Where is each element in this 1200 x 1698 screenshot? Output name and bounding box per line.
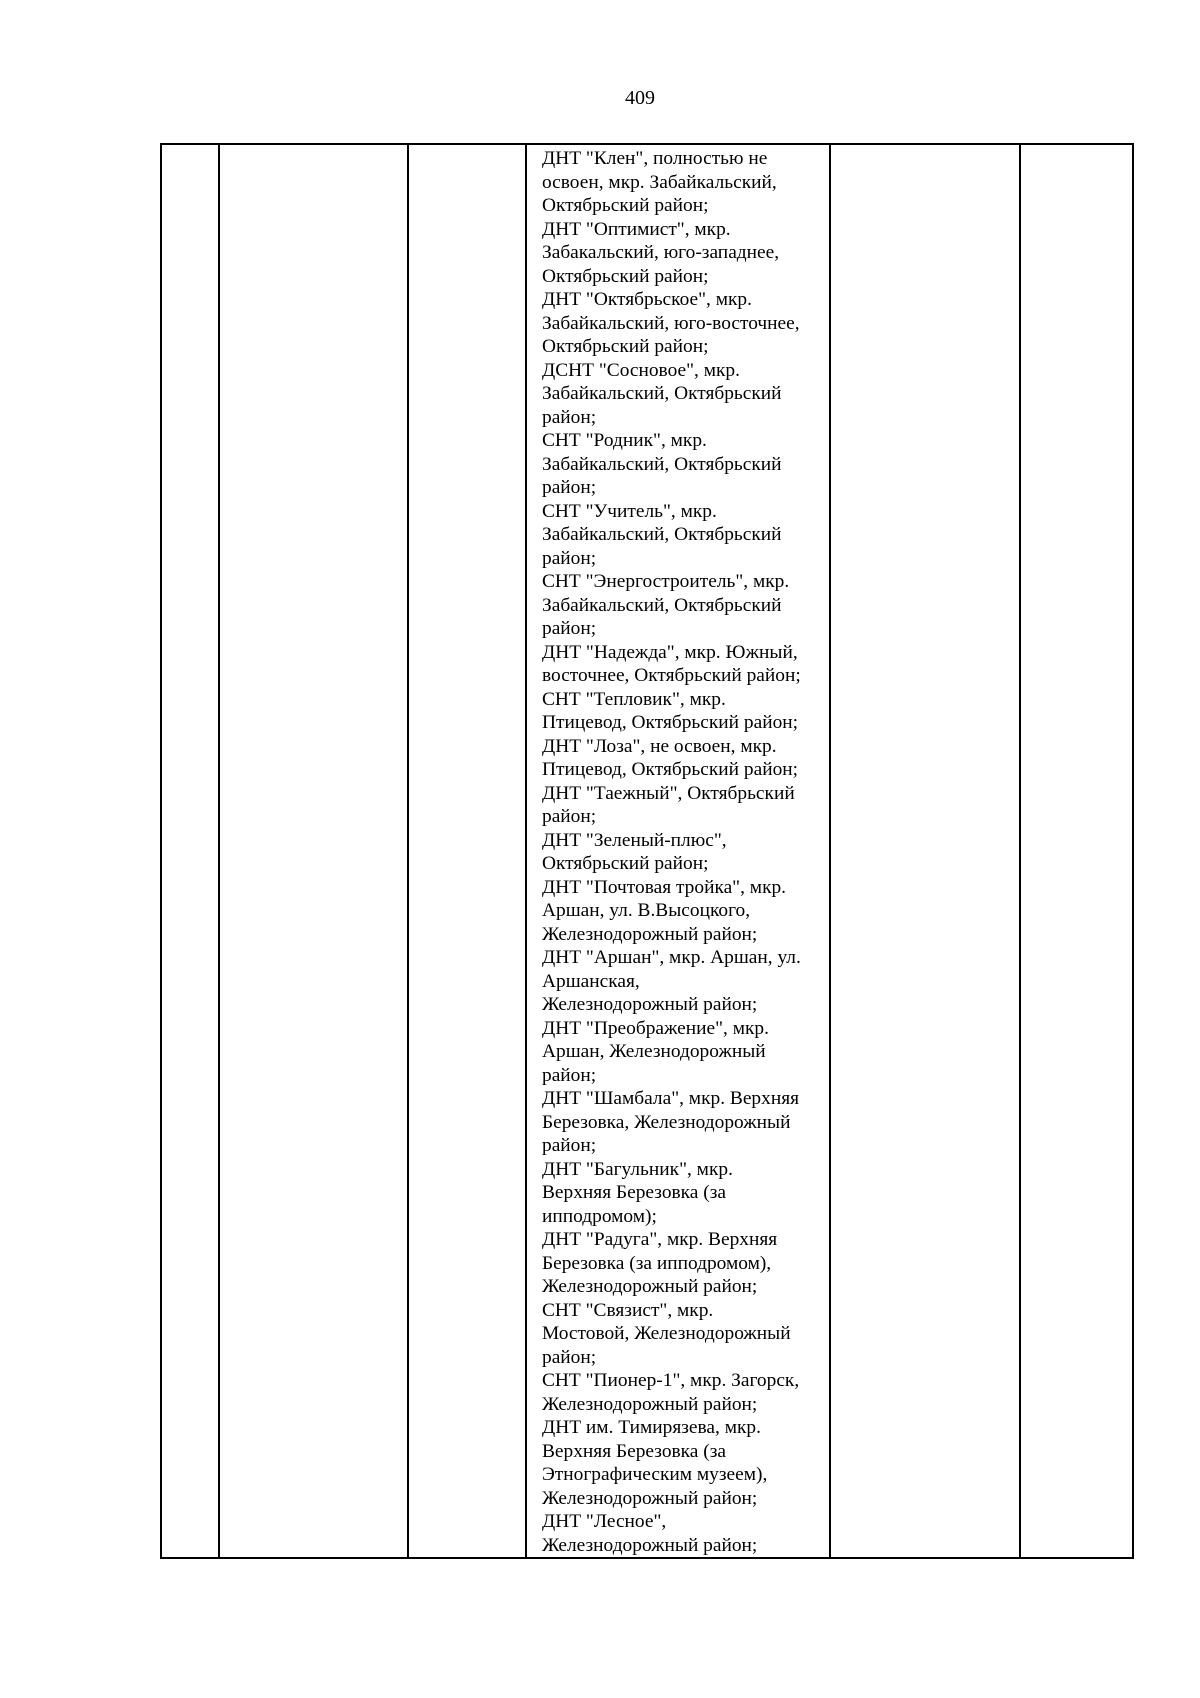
table-cell-col-2: [219, 144, 408, 1558]
cell-text-col-5: [831, 145, 1019, 147]
table-cell-territories: [526, 144, 830, 1558]
cell-text-col-3: [409, 145, 525, 147]
table-row: [161, 144, 1133, 1558]
table-cell-col-1: [161, 144, 219, 1558]
document-table: [160, 143, 1134, 1559]
table-cell-col-3: [408, 144, 526, 1558]
table-cell-col-6: [1020, 144, 1133, 1558]
cell-text-col-6: [1021, 145, 1132, 147]
cell-text-col-1: [162, 145, 218, 147]
territories-list-text: ДНТ "Клен", полностью не освоен, мкр. Забайкальский, Октябрьский район; ДНТ "Оптимист", мкр. Забакальский, юго-западнее, Октябрьский район; ДНТ "Октябрьское", мкр. Забайкальский, юго-восточнее, Октябрьский район; ДСНТ "Сосновое", мкр. Забайкальский, Октябрьский район; СНТ "Родник", мкр. Забайкальский, Октябрьский район; СНТ "Учитель", мкр. Забайкальский, Октябрьский район; СНТ "Энергостроитель", мкр. Забайкальский, Октябрьский район; ДНТ "Надежда", мкр. Южный, восточнее, Октябрьский район; СНТ "Тепловик", мкр. Птицевод, Октябрьский район; ДНТ "Лоза", не освоен, мкр. Птицевод, Октябрьский район; ДНТ "Таежный", Октябрьский район; ДНТ "Зеленый-плюс", Октябрьский район; ДНТ "Почтовая тройка", мкр. Аршан, ул. В.Высоцкого, Железнодорожный район; ДНТ "Аршан", мкр. Аршан, ул. Аршанская, Железнодорожный район; ДНТ "Преображение", мкр. Аршан, Железнодорожный район; ДНТ "Шамбала", мкр. Верхняя Березовка, Железнодорожный район; ДНТ "Багульник", мкр. Верхняя Березовка (за ипподромом); ДНТ "Радуга", мкр. Верхняя Березовка (за ипподромом), Железнодорожный район; СНТ "Связист", мкр. Мостовой, Железнодорожный район; СНТ "Пионер-1", мкр. Загорск, Железнодорожный район; ДНТ им. Тимирязева, мкр. Верхняя Березовка (за Этнографическим музеем), Железнодорожный район; ДНТ "Лесное", Железнодорожный район;: [542, 148, 801, 1556]
table-cell-col-5: [830, 144, 1020, 1558]
cell-text-col-2: [220, 145, 407, 147]
page-number: 409: [625, 87, 655, 109]
